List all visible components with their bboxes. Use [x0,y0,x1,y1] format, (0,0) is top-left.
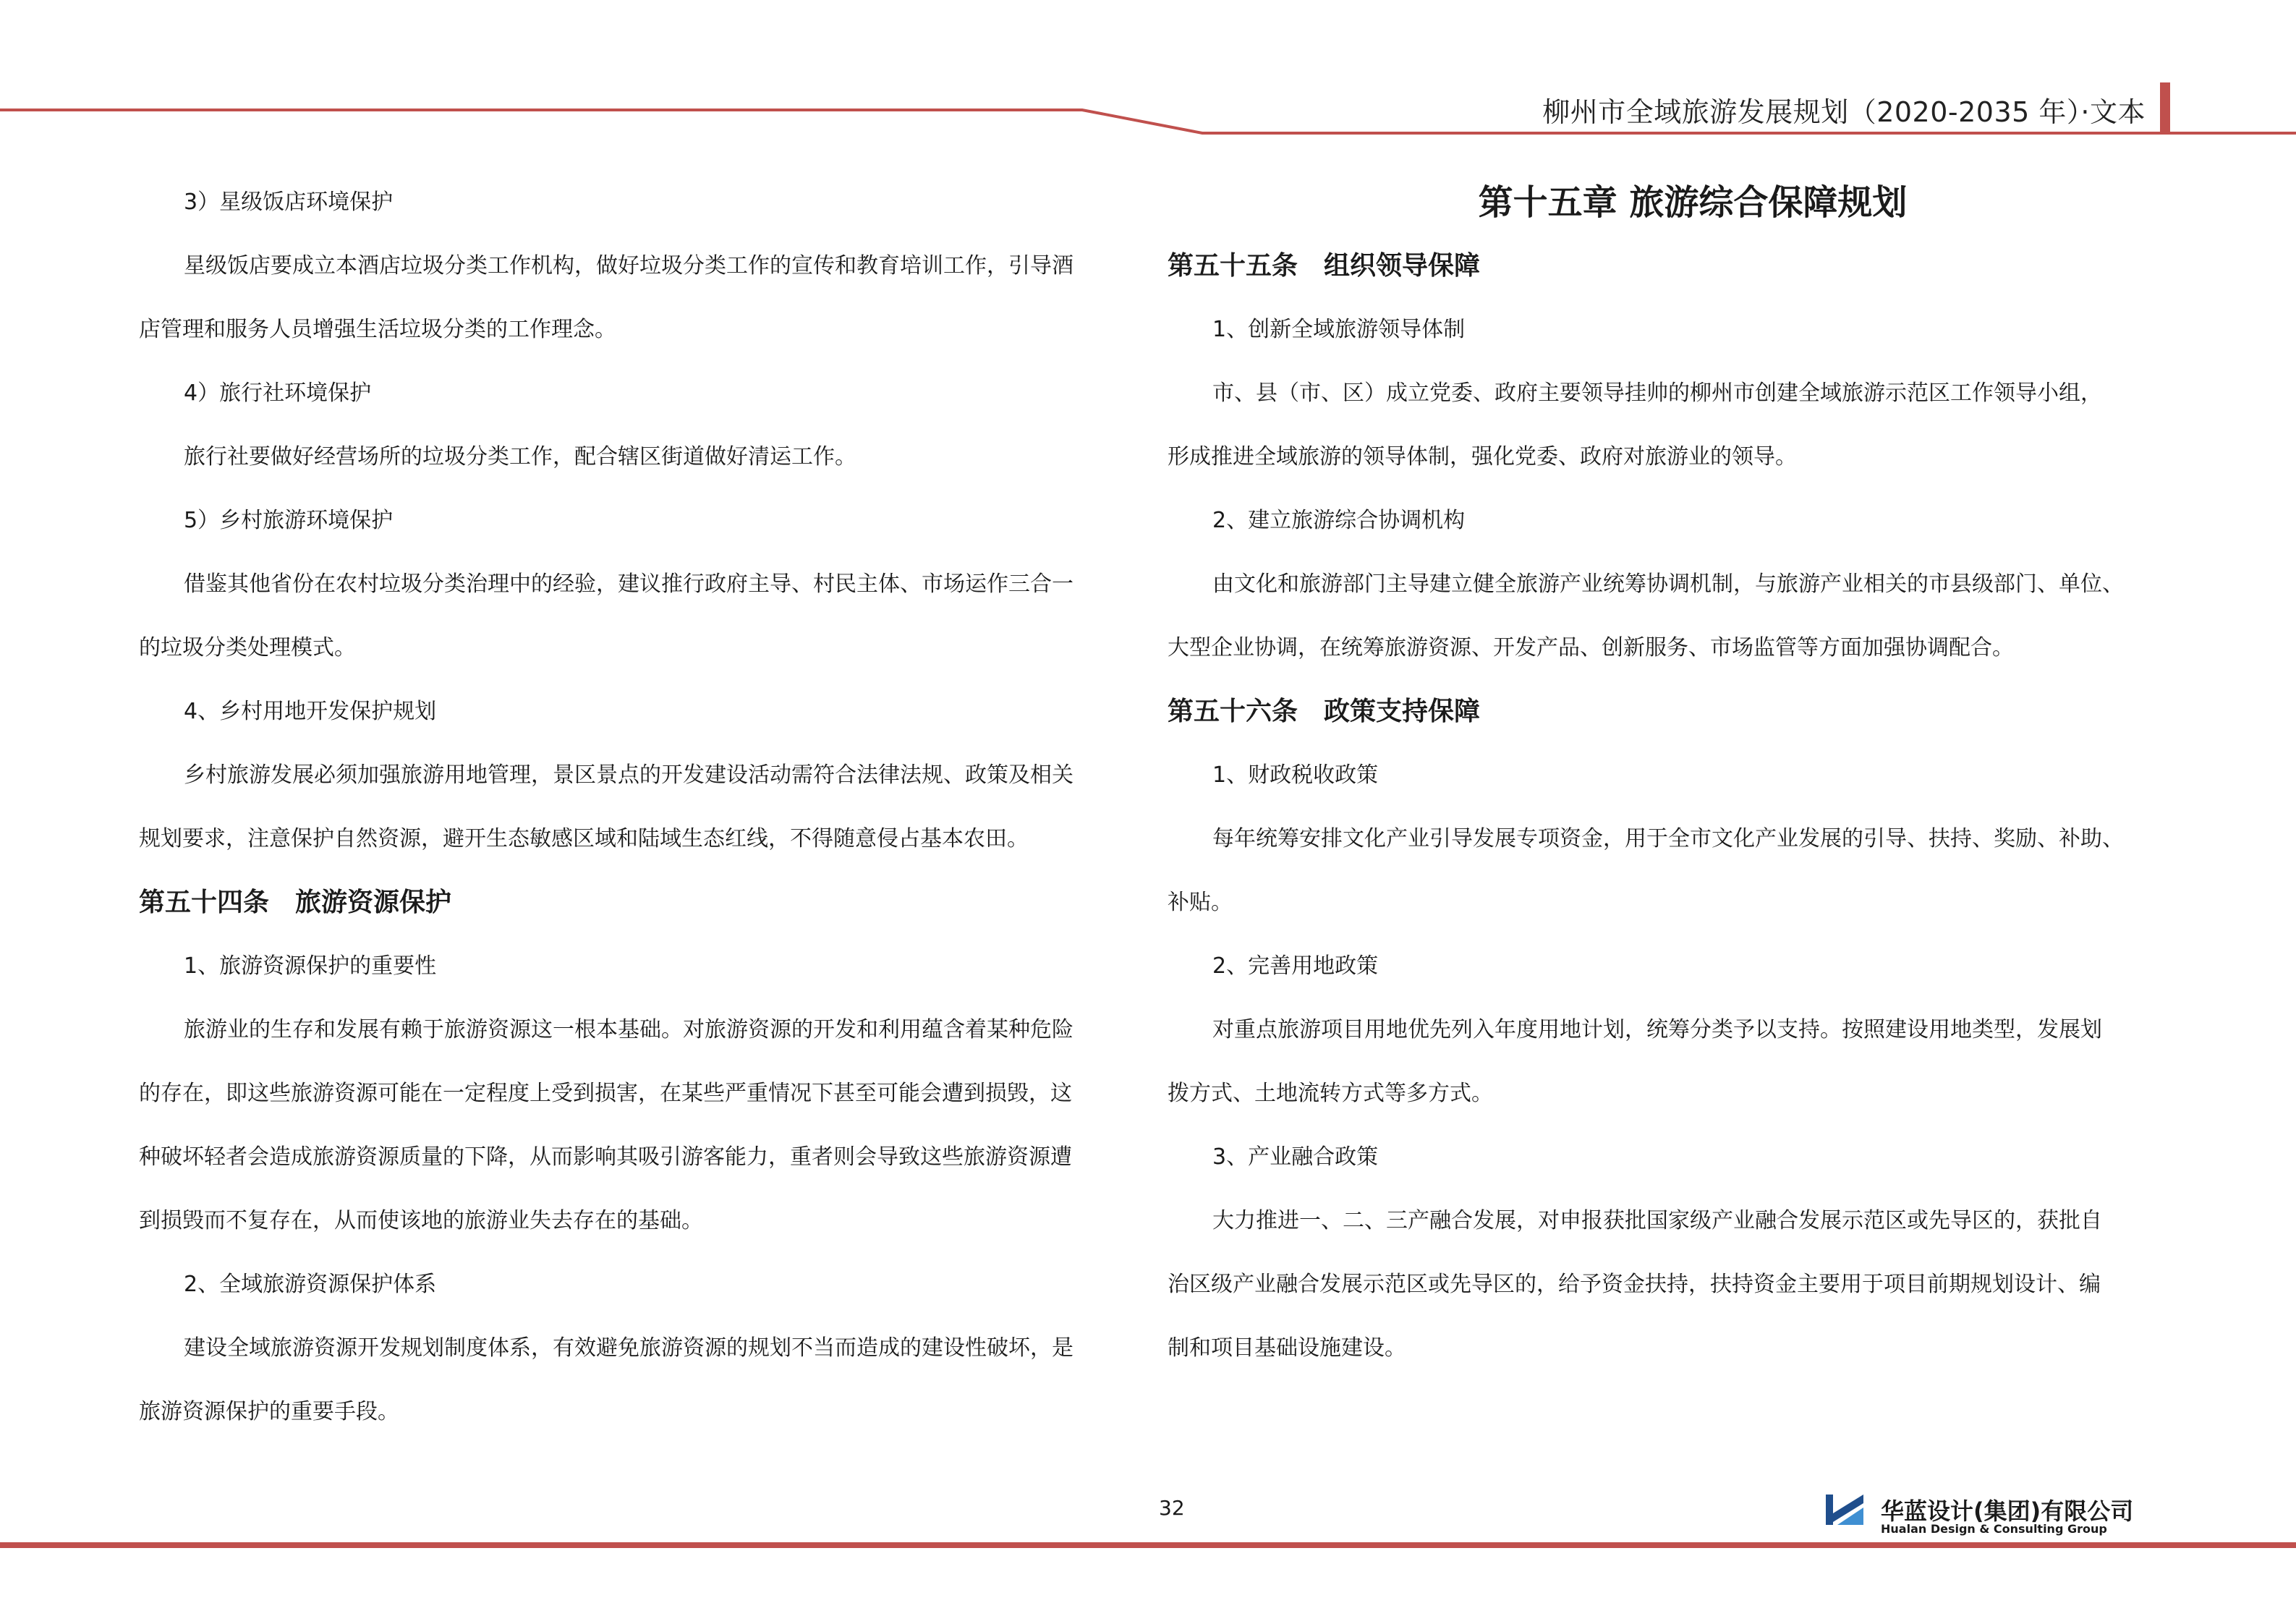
page-number: 32 [1159,1496,1185,1520]
paragraph-line: 制和项目基础设施建设。 [1168,1335,1406,1361]
header-accent-bar [2160,82,2170,132]
chapter-heading: 第十五章 旅游综合保障规划 [1478,182,1908,223]
paragraph-line: 对重点旅游项目用地优先列入年度用地计划，统筹分类予以支持。按照建设用地类型，发展划 [1212,1017,2102,1042]
paragraph-line: 星级饭店要成立本酒店垃圾分类工作机构，做好垃圾分类工作的宣传和教育培训工作，引导酒 [184,253,1073,279]
paragraph-line: 拨方式、土地流转方式等多方式。 [1168,1081,1493,1106]
subheading: 1、财政税收政策 [1212,762,1379,788]
company-name-cn: 华蓝设计(集团)有限公司 [1881,1497,2134,1525]
subheading: 4）旅行社环境保护 [184,381,372,406]
subheading: 2、建立旅游综合协调机构 [1212,508,1466,533]
subheading: 1、创新全域旅游领导体制 [1212,317,1466,342]
paragraph-line: 的垃圾分类处理模式。 [139,635,356,660]
paragraph-line: 到损毁而不复存在，从而使该地的旅游业失去存在的基础。 [139,1208,703,1233]
paragraph-line: 借鉴其他省份在农村垃圾分类治理中的经验，建议推行政府主导、村民主体、市场运作三合一 [184,571,1073,597]
paragraph-line: 的存在，即这些旅游资源可能在一定程度上受到损害，在某些严重情况下甚至可能会遭到损毁，这 [139,1081,1072,1106]
paragraph-line: 每年统筹安排文化产业引导发展专项资金，用于全市文化产业发展的引导、扶持、奖励、补助、 [1212,826,2124,851]
paragraph-line: 旅行社要做好经营场所的垃圾分类工作，配合辖区街道做好清运工作。 [184,444,856,469]
paragraph-line: 补贴。 [1168,890,1233,915]
paragraph-line: 店管理和服务人员增强生活垃圾分类的工作理念。 [139,317,616,342]
right-column [1168,171,2160,1380]
paragraph-line: 由文化和旅游部门主导建立健全旅游产业统筹协调机制，与旅游产业相关的市县级部门、单位、 [1212,571,2124,597]
paragraph-line: 旅游资源保护的重要手段。 [139,1399,399,1424]
subheading: 5）乡村旅游环境保护 [184,508,394,533]
paragraph-line: 旅游业的生存和发展有赖于旅游资源这一根本基础。对旅游资源的开发和利用蕴含着某种危险 [184,1017,1073,1042]
paragraph-line: 规划要求，注意保护自然资源，避开生态敏感区域和陆域生态红线，不得随意侵占基本农田。 [139,826,1029,851]
paragraph-line: 乡村旅游发展必须加强旅游用地管理，景区景点的开发建设活动需符合法律法规、政策及相关 [184,762,1073,788]
paragraph-line: 大力推进一、二、三产融合发展，对申报获批国家级产业融合发展示范区或先导区的，获批自 [1212,1208,2102,1233]
left-column [139,171,1131,1444]
company-logo-icon [1823,1492,1866,1528]
section-heading: 第五十四条 旅游资源保护 [139,888,452,917]
subheading: 2、完善用地政策 [1212,953,1379,979]
paragraph-line: 市、县（市、区）成立党委、政府主要领导挂帅的柳州市创建全域旅游示范区工作领导小组， [1212,381,2102,406]
paragraph-line: 形成推进全域旅游的领导体制，强化党委、政府对旅游业的领导。 [1168,444,1797,469]
subheading: 3）星级饭店环境保护 [184,190,394,215]
footer-rule [0,1534,2296,1555]
company-name-en: Hualan Design & Consulting Group [1881,1522,2107,1536]
subheading: 4、乡村用地开发保护规划 [184,699,437,724]
section-heading: 第五十六条 政策支持保障 [1168,697,1481,726]
subheading: 1、旅游资源保护的重要性 [184,953,437,979]
section-heading: 第五十五条 组织领导保障 [1168,251,1481,281]
paragraph-line: 大型企业协调，在统筹旅游资源、开发产品、创新服务、市场监管等方面加强协调配合。 [1168,635,2014,660]
document-title: 柳州市全域旅游发展规划（2020-2035 年）·文本 [1542,96,2146,128]
paragraph-line: 治区级产业融合发展示范区或先导区的，给予资金扶持，扶持资金主要用于项目前期规划设计、编 [1168,1272,2101,1297]
paragraph-line: 建设全域旅游资源开发规划制度体系，有效避免旅游资源的规划不当而造成的建设性破坏，是 [184,1335,1073,1361]
subheading: 2、全域旅游资源保护体系 [184,1272,437,1297]
subheading: 3、产业融合政策 [1212,1144,1379,1170]
paragraph-line: 种破坏轻者会造成旅游资源质量的下降，从而影响其吸引游客能力，重者则会导致这些旅游资源遭 [139,1144,1072,1170]
